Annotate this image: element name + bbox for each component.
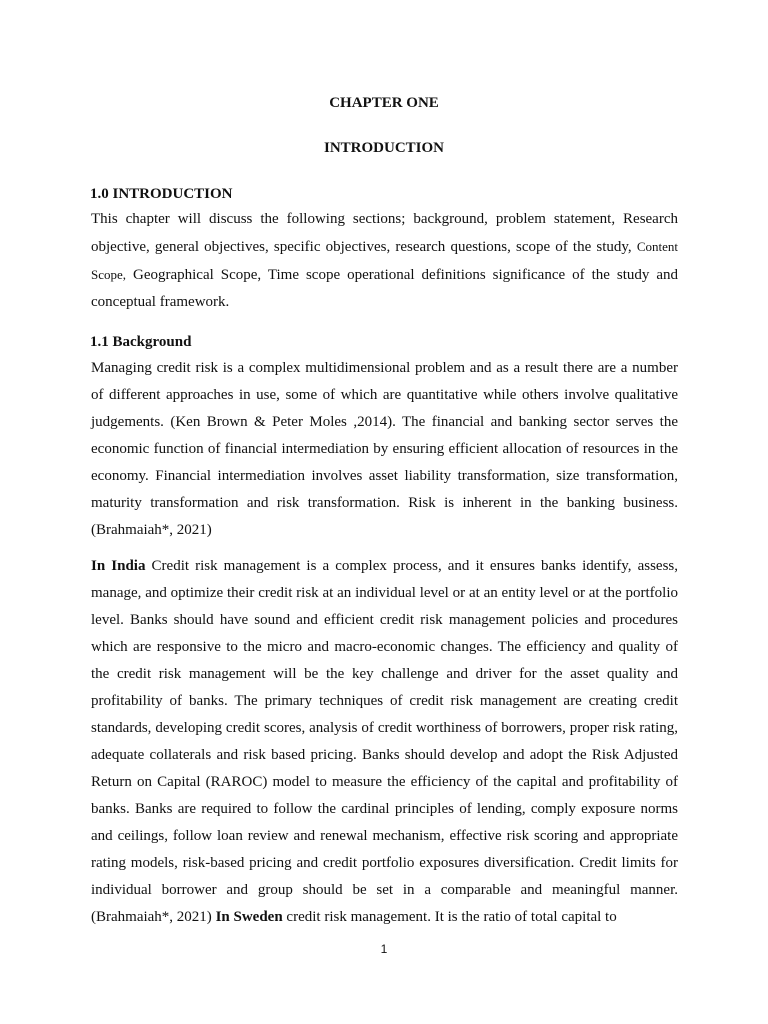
background-paragraph-2 <box>91 553 678 931</box>
paragraph-body-india: Credit risk management is a complex process, and it ensures banks identify, assess, manage, and optimize their credit risk at an individual level or at an entity level or at the portfolio level. Banks should have sound and efficient credit risk management policies and procedures which are responsive to the micro and macro-economic changes. The efficiency and quality of the credit risk management will be the key challenge and driver for the asset quality and profitability of banks. The primary techniques of credit risk management are creating credit standards, developing credit scores, analysis of credit worthiness of borrowers, proper risk rating, adequate collaterals and risk based pricing. Banks should develop and adopt the Risk Adjusted Return on Capital (RAROC) model to measure the efficiency of the capital and profitability of banks. Banks are required to follow the cardinal principles of lending, comply exposure norms and ceilings, follow loan review and renewal mechanism, effective risk scoring and appropriate rating models, risk-based pricing and credit portfolio exposures diversification. Credit limits for individual borrower and group should be set in a comparable and meaningful manner. (Brahmaiah*, 2021) <box>91 558 678 925</box>
paragraph-lead-sweden: In Sweden <box>215 909 283 925</box>
introduction-text-small: Content Scope, <box>91 239 678 282</box>
introduction-text-part1: This chapter will discuss the following sections; background, problem statement, Research objective, general objectives, specific objectives, research questions, scope of the study, <box>91 211 678 255</box>
section-heading-background: 1.1 Background <box>90 334 192 350</box>
paragraph-lead-india: In India <box>91 558 146 574</box>
section-heading-introduction: 1.0 INTRODUCTION <box>90 186 233 202</box>
paragraph-tail-sweden: credit risk management. It is the ratio of total capital to <box>282 909 617 925</box>
introduction-text-part2: Geographical Scope, Time scope operational definitions significance of the study and conceptual framework. <box>91 267 678 310</box>
introduction-paragraph <box>91 206 678 316</box>
page-number: 1 <box>380 942 388 956</box>
chapter-subtitle: INTRODUCTION <box>323 140 444 156</box>
chapter-title: CHAPTER ONE <box>329 95 439 111</box>
background-paragraph-1: Managing credit risk is a complex multidimensional problem and as a result there are a number of different approaches in use, some of which are quantitative while others involve qualitative judgements. (Ken Brown & Peter Moles ,2014). The financial and banking sector serves the economic function of financial intermediation by ensuring efficient allocation of resources in the economy. Financial intermediation involves asset liability transformation, size transformation, maturity transformation and risk transformation. Risk is inherent in the banking business. (Brahmaiah*, 2021) <box>91 360 678 538</box>
